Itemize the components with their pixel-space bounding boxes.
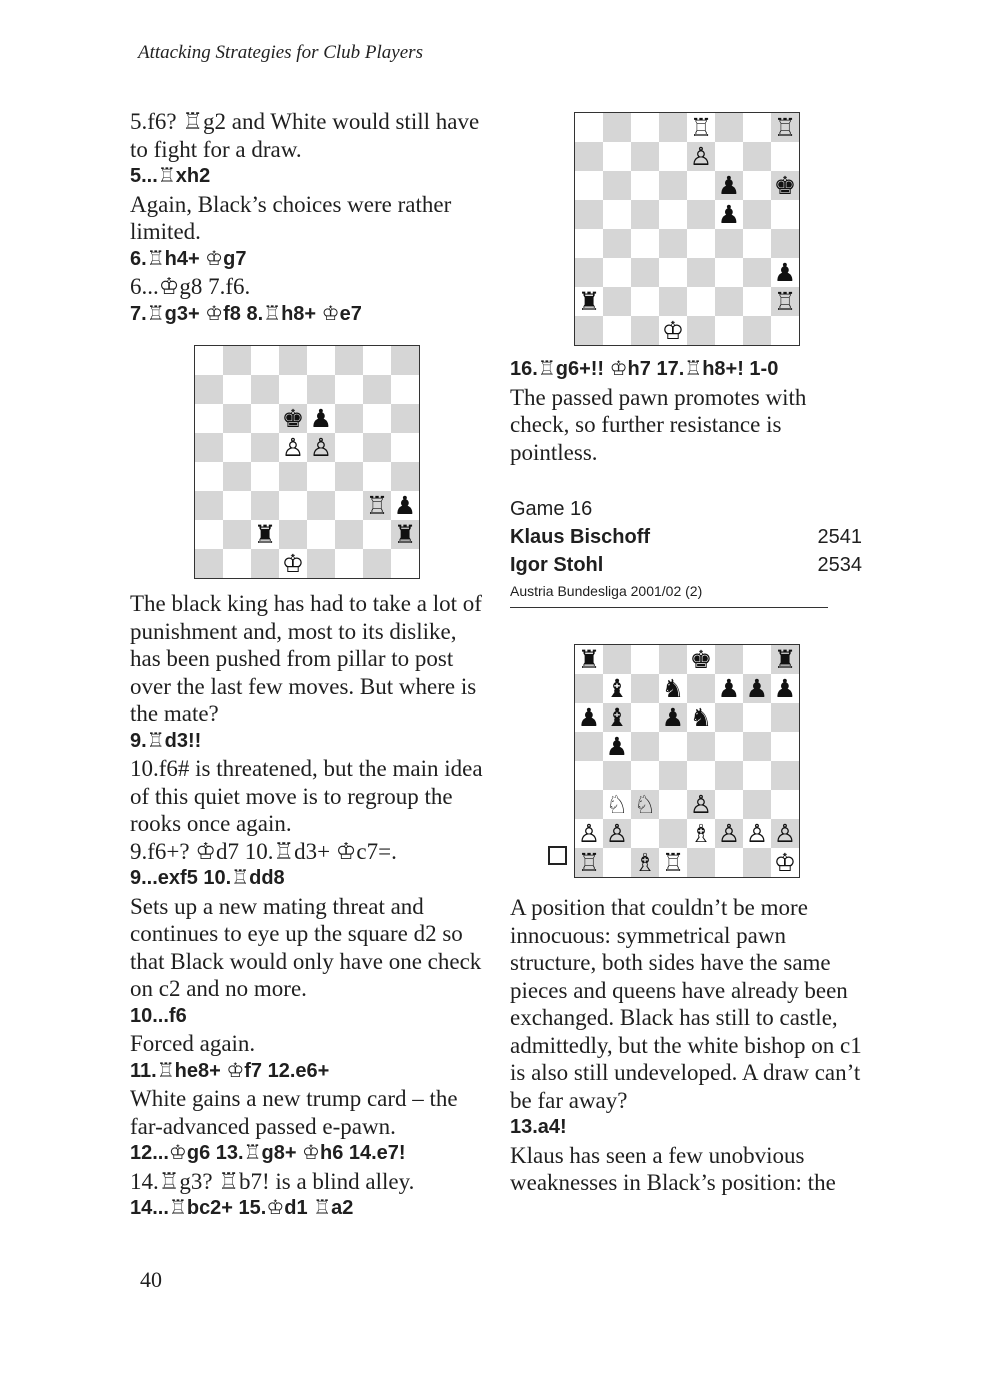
- board-square: [279, 520, 307, 549]
- board-square: [687, 848, 715, 877]
- chess-diagram-3: [574, 644, 800, 878]
- paragraph: The black king has had to take a lot of punishment and, most to its dislike, has been pushed from pillar to post over the last few moves. But where is the mate?: [130, 591, 482, 726]
- board-square: [335, 375, 363, 404]
- board-square: [363, 433, 391, 462]
- board-square: [335, 520, 363, 549]
- board-square: [659, 674, 687, 703]
- board-square: [223, 404, 251, 433]
- board-square: [603, 316, 631, 345]
- board-square: [575, 790, 603, 819]
- board-square: [603, 229, 631, 258]
- board-square: [307, 549, 335, 578]
- board-square: [195, 346, 223, 375]
- chess-piece-icon: ♙: [309, 433, 333, 462]
- board-square: [251, 549, 279, 578]
- board-square: [391, 346, 419, 375]
- board-square: [335, 346, 363, 375]
- paragraph: Again, Black’s choices were rather limited.: [130, 191, 452, 244]
- board-square: [715, 200, 743, 229]
- board-square: [251, 404, 279, 433]
- chess-piece-icon: ♙: [717, 819, 741, 848]
- board-square: [603, 761, 631, 790]
- chess-piece-icon: ♗: [633, 848, 657, 877]
- board-square: [743, 229, 771, 258]
- chess-piece-icon: ♖: [689, 113, 713, 142]
- board-square: [195, 462, 223, 491]
- board-square: [307, 462, 335, 491]
- board-square: [307, 404, 335, 433]
- board-square: [743, 171, 771, 200]
- board-square: [223, 375, 251, 404]
- board-square: [391, 375, 419, 404]
- board-square: [743, 200, 771, 229]
- chess-piece-icon: ♟: [745, 674, 769, 703]
- chess-piece-icon: ♘: [605, 790, 629, 819]
- board-square: [771, 287, 799, 316]
- board-square: [195, 491, 223, 520]
- paragraph: 9.f6+? ♔d7 10.♖d3+ ♔c7=.: [130, 838, 397, 864]
- board-square: [743, 258, 771, 287]
- chess-piece-icon: ♜: [253, 520, 277, 549]
- board-square: [631, 142, 659, 171]
- board-square: [771, 674, 799, 703]
- paragraph: The passed pawn promotes with check, so further resistance is pointless.: [510, 384, 807, 465]
- board-square: [279, 549, 307, 578]
- chess-piece-icon: ♟: [773, 674, 797, 703]
- board-square: [575, 819, 603, 848]
- board-square: [687, 761, 715, 790]
- board-square: [631, 790, 659, 819]
- board-square: [659, 113, 687, 142]
- board-square: [715, 848, 743, 877]
- board-square: [659, 819, 687, 848]
- board-square: [771, 316, 799, 345]
- event-line: Austria Bundesliga 2001/02 (2): [510, 583, 703, 599]
- board-square: [575, 258, 603, 287]
- paragraph: White gains a new trump card – the far-advanced passed e-pawn.: [130, 1086, 458, 1139]
- board-square: [279, 346, 307, 375]
- board-square: [631, 316, 659, 345]
- paragraph: 14.♖g3? ♖b7! is a blind alley.: [130, 1168, 415, 1194]
- paragraph: 6...♔g8 7.f6.: [130, 274, 251, 299]
- board-square: [251, 520, 279, 549]
- paragraph: 5.f6? ♖g2 and White would still have to fight for a draw.: [130, 109, 480, 162]
- chess-piece-icon: ♟: [393, 491, 417, 520]
- board-square: [279, 433, 307, 462]
- chess-piece-icon: ♙: [745, 819, 769, 848]
- board-square: [659, 200, 687, 229]
- board-square: [743, 287, 771, 316]
- board-square: [715, 113, 743, 142]
- game-info: [510, 496, 870, 608]
- board-square: [195, 404, 223, 433]
- board-square: [659, 645, 687, 674]
- board-square: [743, 142, 771, 171]
- board-square: [631, 819, 659, 848]
- board-square: [659, 848, 687, 877]
- board-square: [659, 258, 687, 287]
- board-square: [391, 433, 419, 462]
- board-square: [659, 171, 687, 200]
- diagram-1-container: [130, 328, 490, 590]
- board-square: [279, 404, 307, 433]
- move-line: 5...♖xh2: [130, 165, 211, 187]
- board-square: [603, 287, 631, 316]
- board-square: [687, 703, 715, 732]
- board-square: [771, 732, 799, 761]
- move-line: 6.♖h4+ ♔g7: [130, 247, 247, 270]
- board-square: [307, 520, 335, 549]
- paragraph: A position that couldn’t be more innocuous: symmetrical pawn structure, both sides have the same pieces and queens have already been exchanged. Black has still to castle, admittedly, but the white bishop on c1 is also still undeveloped. A draw can’t be far away?: [510, 895, 862, 1113]
- board-square: [603, 703, 631, 732]
- board-square: [603, 790, 631, 819]
- chess-piece-icon: ♙: [773, 819, 797, 848]
- chess-piece-icon: ♙: [281, 433, 305, 462]
- board-square: [687, 645, 715, 674]
- black-player-rating: 2534: [817, 554, 862, 576]
- board-square: [743, 732, 771, 761]
- board-square: [195, 549, 223, 578]
- board-square: [715, 316, 743, 345]
- board-square: [659, 761, 687, 790]
- white-player-rating: 2541: [817, 526, 862, 548]
- white-player-row: [510, 523, 862, 551]
- board-square: [687, 732, 715, 761]
- paragraph: 10.f6# is threatened, but the main idea of this quiet move is to regroup the rooks once again.: [130, 756, 483, 836]
- white-to-move-square: [548, 846, 567, 865]
- chess-piece-icon: ♚: [689, 645, 713, 674]
- board-square: [659, 703, 687, 732]
- board-square: [715, 258, 743, 287]
- black-player-name: Igor Stohl: [510, 554, 604, 576]
- board-square: [603, 819, 631, 848]
- chess-piece-icon: ♟: [309, 404, 333, 433]
- board-square: [715, 171, 743, 200]
- board-square: [743, 316, 771, 345]
- board-square: [771, 113, 799, 142]
- board-square: [575, 113, 603, 142]
- chess-piece-icon: ♙: [689, 790, 713, 819]
- chess-piece-icon: ♟: [717, 171, 741, 200]
- board-square: [771, 790, 799, 819]
- chess-piece-icon: ♝: [605, 703, 629, 732]
- board-square: [631, 645, 659, 674]
- board-square: [279, 491, 307, 520]
- board-square: [715, 819, 743, 848]
- board-square: [631, 848, 659, 877]
- board-square: [603, 113, 631, 142]
- move-line: 16.♖g6+!! ♔h7 17.♖h8+! 1-0: [510, 358, 779, 380]
- move-line: 14...♖bc2+ 15.♔d1 ♖a2: [130, 1197, 354, 1219]
- board-square: [715, 790, 743, 819]
- board-square: [195, 375, 223, 404]
- board-square: [195, 433, 223, 462]
- board-square: [391, 491, 419, 520]
- chess-piece-icon: ♔: [281, 549, 305, 578]
- board-square: [687, 674, 715, 703]
- chess-piece-icon: ♟: [717, 200, 741, 229]
- board-square: [307, 491, 335, 520]
- board-square: [279, 462, 307, 491]
- board-square: [659, 229, 687, 258]
- chess-piece-icon: ♖: [773, 287, 797, 316]
- board-square: [363, 346, 391, 375]
- chess-diagram-2: [574, 112, 800, 346]
- paragraph: Klaus has seen a few unobvious weaknesses in Black’s position: the: [510, 1142, 836, 1195]
- chess-piece-icon: ♙: [605, 819, 629, 848]
- board-square: [631, 229, 659, 258]
- board-square: [771, 848, 799, 877]
- chess-piece-icon: ♟: [717, 674, 741, 703]
- board-square: [223, 346, 251, 375]
- board-square: [603, 171, 631, 200]
- board-square: [687, 258, 715, 287]
- diagram-3-container: [510, 608, 870, 894]
- board-square: [575, 761, 603, 790]
- board-square: [631, 703, 659, 732]
- chess-piece-icon: ♜: [577, 645, 601, 674]
- running-header: Attacking Strategies for Club Players: [138, 42, 423, 63]
- black-player-row: [510, 551, 862, 579]
- board-square: [335, 491, 363, 520]
- paragraph: Forced again.: [130, 1031, 256, 1056]
- board-square: [575, 645, 603, 674]
- chess-piece-icon: ♟: [773, 258, 797, 287]
- board-square: [687, 316, 715, 345]
- board-square: [575, 171, 603, 200]
- move-line: 13.a4!: [510, 1116, 567, 1138]
- move-line: 10...f6: [130, 1004, 187, 1027]
- board-square: [659, 287, 687, 316]
- page-number: 40: [140, 1267, 162, 1292]
- chess-piece-icon: ♟: [661, 703, 685, 732]
- board-square: [771, 258, 799, 287]
- board-square: [575, 200, 603, 229]
- board-square: [715, 703, 743, 732]
- board-square: [743, 703, 771, 732]
- board-square: [771, 171, 799, 200]
- board-square: [251, 491, 279, 520]
- board-square: [307, 346, 335, 375]
- move-line: 9.♖d3!!: [130, 729, 202, 752]
- move-line: 9...exf5 10.♖dd8: [130, 867, 285, 889]
- board-square: [575, 229, 603, 258]
- board-square: [251, 462, 279, 491]
- board-square: [715, 142, 743, 171]
- board-square: [307, 433, 335, 462]
- board-square: [575, 848, 603, 877]
- board-square: [363, 375, 391, 404]
- board-square: [771, 200, 799, 229]
- board-square: [771, 703, 799, 732]
- chess-piece-icon: ♝: [605, 674, 629, 703]
- board-square: [363, 462, 391, 491]
- board-square: [659, 142, 687, 171]
- board-square: [631, 113, 659, 142]
- board-square: [631, 674, 659, 703]
- board-square: [223, 549, 251, 578]
- move-line: 7.♖g3+ ♔f8 8.♖h8+ ♔e7: [130, 302, 362, 325]
- chess-piece-icon: ♜: [773, 645, 797, 674]
- chess-piece-icon: ♖: [661, 848, 685, 877]
- board-square: [575, 142, 603, 171]
- white-player-name: Klaus Bischoff: [510, 526, 651, 548]
- board-square: [743, 761, 771, 790]
- board-square: [391, 404, 419, 433]
- board-square: [631, 732, 659, 761]
- board-square: [631, 761, 659, 790]
- board-square: [603, 258, 631, 287]
- board-square: [363, 404, 391, 433]
- chess-piece-icon: ♔: [661, 316, 685, 345]
- board-square: [659, 790, 687, 819]
- board-square: [715, 761, 743, 790]
- board-square: [363, 549, 391, 578]
- board-square: [575, 287, 603, 316]
- board-square: [631, 200, 659, 229]
- board-square: [363, 491, 391, 520]
- board-square: [307, 375, 335, 404]
- board-square: [743, 790, 771, 819]
- board-square: [687, 171, 715, 200]
- board-square: [771, 761, 799, 790]
- board-square: [743, 645, 771, 674]
- chess-piece-icon: ♙: [689, 142, 713, 171]
- paragraph: Sets up a new mating threat and continues to eye up the square d2 so that Black would only have one check on c2 and no more.: [130, 893, 482, 1001]
- board-square: [659, 316, 687, 345]
- board-square: [715, 229, 743, 258]
- board-square: [631, 287, 659, 316]
- board-square: [687, 790, 715, 819]
- board-square: [251, 375, 279, 404]
- chess-piece-icon: ♘: [633, 790, 657, 819]
- chess-piece-icon: ♙: [577, 819, 601, 848]
- move-line: 12...♔g6 13.♖g8+ ♔h6 14.e7!: [130, 1142, 406, 1164]
- board-square: [195, 520, 223, 549]
- board-square: [223, 491, 251, 520]
- board-square: [743, 819, 771, 848]
- board-square: [743, 674, 771, 703]
- board-square: [715, 645, 743, 674]
- diagram-2-container: [510, 108, 870, 356]
- chess-piece-icon: ♜: [577, 287, 601, 316]
- board-square: [687, 142, 715, 171]
- board-square: [223, 520, 251, 549]
- chess-diagram-1: [194, 345, 420, 579]
- chess-piece-icon: ♜: [393, 520, 417, 549]
- board-square: [771, 645, 799, 674]
- board-square: [575, 732, 603, 761]
- chess-piece-icon: ♖: [577, 848, 601, 877]
- board-square: [391, 462, 419, 491]
- board-square: [715, 732, 743, 761]
- board-square: [687, 287, 715, 316]
- board-square: [223, 433, 251, 462]
- board-square: [743, 848, 771, 877]
- board-square: [603, 848, 631, 877]
- board-square: [575, 703, 603, 732]
- board-square: [771, 819, 799, 848]
- board-square: [335, 462, 363, 491]
- board-square: [687, 113, 715, 142]
- board-square: [251, 433, 279, 462]
- board-square: [603, 200, 631, 229]
- board-square: [743, 113, 771, 142]
- board-square: [279, 375, 307, 404]
- board-square: [631, 171, 659, 200]
- move-line: 11.♖he8+ ♔f7 12.e6+: [130, 1059, 330, 1082]
- board-square: [603, 732, 631, 761]
- chess-piece-icon: ♚: [281, 404, 305, 433]
- board-square: [363, 520, 391, 549]
- board-square: [715, 287, 743, 316]
- board-square: [715, 674, 743, 703]
- board-square: [771, 142, 799, 171]
- chess-piece-icon: ♟: [605, 732, 629, 761]
- board-square: [687, 229, 715, 258]
- board-square: [335, 549, 363, 578]
- chess-piece-icon: ♗: [689, 819, 713, 848]
- chess-piece-icon: ♟: [577, 703, 601, 732]
- board-square: [335, 404, 363, 433]
- board-square: [659, 732, 687, 761]
- board-square: [391, 549, 419, 578]
- board-square: [631, 258, 659, 287]
- chess-piece-icon: ♞: [661, 674, 685, 703]
- chess-piece-icon: ♖: [773, 113, 797, 142]
- chess-piece-icon: ♖: [365, 491, 389, 520]
- board-square: [575, 316, 603, 345]
- board-square: [575, 674, 603, 703]
- board-square: [603, 674, 631, 703]
- left-column: [130, 108, 490, 1223]
- board-square: [335, 433, 363, 462]
- board-square: [223, 462, 251, 491]
- board-square: [603, 142, 631, 171]
- board-square: [687, 200, 715, 229]
- board-square: [391, 520, 419, 549]
- board-square: [687, 819, 715, 848]
- board-square: [771, 229, 799, 258]
- board-square: [603, 645, 631, 674]
- board-square: [251, 346, 279, 375]
- right-column: [510, 108, 870, 1197]
- chess-piece-icon: ♞: [689, 703, 713, 732]
- game-label: Game 16: [510, 498, 593, 520]
- chess-piece-icon: ♔: [773, 848, 797, 877]
- chess-piece-icon: ♚: [773, 171, 797, 200]
